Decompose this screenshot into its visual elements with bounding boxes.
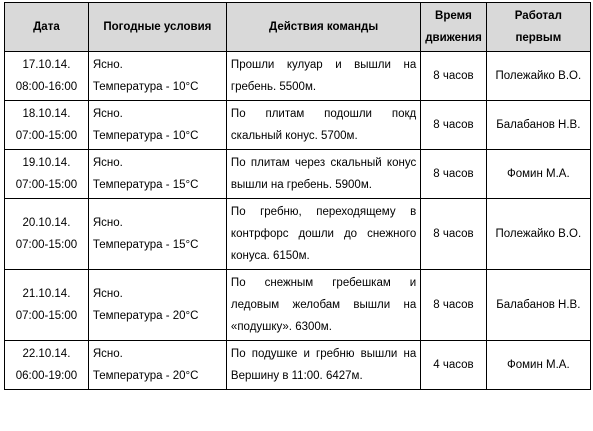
time-range: 07:00-15:00 (15, 239, 78, 251)
time-range: 08:00-16:00 (15, 81, 78, 93)
header-weather: Погодные условия (88, 3, 226, 52)
date-cell (5, 341, 89, 390)
leader-cell: Полежайко В.О. (486, 52, 590, 101)
time-range: 06:00-19:00 (15, 370, 78, 382)
date-cell (5, 101, 89, 150)
weather-temperature: Температура - 10°С (92, 130, 199, 142)
date-cell (5, 199, 89, 270)
weather-sky: Ясно. (92, 59, 123, 71)
date-value: 20.10.14. (22, 217, 71, 229)
table-row (5, 52, 591, 101)
date-value: 18.10.14. (22, 108, 71, 120)
weather-sky: Ясно. (92, 108, 123, 120)
time-range: 07:00-15:00 (15, 130, 78, 142)
time-range: 07:00-15:00 (15, 310, 78, 322)
weather-sky: Ясно. (92, 157, 123, 169)
leader-cell: Балабанов Н.В. (486, 270, 590, 341)
actions-cell: По снежным гребешкам и ледовым желобам вышли на «подушку». 6300м. (226, 270, 420, 341)
weather-sky: Ясно. (92, 348, 123, 360)
date-value: 19.10.14. (22, 157, 71, 169)
weather-sky: Ясно. (92, 217, 123, 229)
table-body (5, 52, 591, 390)
date-cell (5, 52, 89, 101)
weather-cell (88, 52, 226, 101)
header-date: Дата (5, 3, 89, 52)
duration-cell: 8 часов (421, 52, 486, 101)
weather-cell (88, 150, 226, 199)
weather-temperature: Температура - 15°С (92, 239, 199, 251)
actions-cell: По плитам подошли покд скальный конус. 5700м. (226, 101, 420, 150)
leader-cell: Полежайко В.О. (486, 199, 590, 270)
weather-cell (88, 270, 226, 341)
actions-cell: По гребню, переходящему в контрфорс дошли до снежного конуса. 6150м. (226, 199, 420, 270)
weather-temperature: Температура - 20°С (92, 310, 199, 322)
weather-cell (88, 101, 226, 150)
route-log-table (4, 2, 591, 390)
header-duration: Время движения (421, 3, 486, 52)
duration-cell: 4 часов (421, 341, 486, 390)
weather-cell (88, 199, 226, 270)
date-cell (5, 270, 89, 341)
date-value: 17.10.14. (22, 59, 71, 71)
date-value: 22.10.14. (22, 348, 71, 360)
weather-temperature: Температура - 15°С (92, 179, 199, 191)
header-actions: Действия команды (226, 3, 420, 52)
table-row (5, 150, 591, 199)
header-leader: Работал первым (486, 3, 590, 52)
table-row (5, 199, 591, 270)
header-row (5, 3, 591, 52)
table-row (5, 101, 591, 150)
actions-cell: По плитам через скальный конус вышли на гребень. 5900м. (226, 150, 420, 199)
actions-cell: По подушке и гребню вышли на Вершину в 11:00. 6427м. (226, 341, 420, 390)
leader-cell: Балабанов Н.В. (486, 101, 590, 150)
date-cell (5, 150, 89, 199)
table-row (5, 270, 591, 341)
time-range: 07:00-15:00 (15, 179, 78, 191)
duration-cell: 8 часов (421, 199, 486, 270)
actions-cell: Прошли кулуар и вышли на гребень. 5500м. (226, 52, 420, 101)
date-value: 21.10.14. (22, 288, 71, 300)
table-row (5, 341, 591, 390)
weather-cell (88, 341, 226, 390)
weather-sky: Ясно. (92, 288, 123, 300)
duration-cell: 8 часов (421, 101, 486, 150)
weather-temperature: Температура - 10°С (92, 81, 199, 93)
weather-temperature: Температура - 20°С (92, 370, 199, 382)
duration-cell: 8 часов (421, 270, 486, 341)
leader-cell: Фомин М.А. (486, 341, 590, 390)
leader-cell: Фомин М.А. (486, 150, 590, 199)
duration-cell: 8 часов (421, 150, 486, 199)
